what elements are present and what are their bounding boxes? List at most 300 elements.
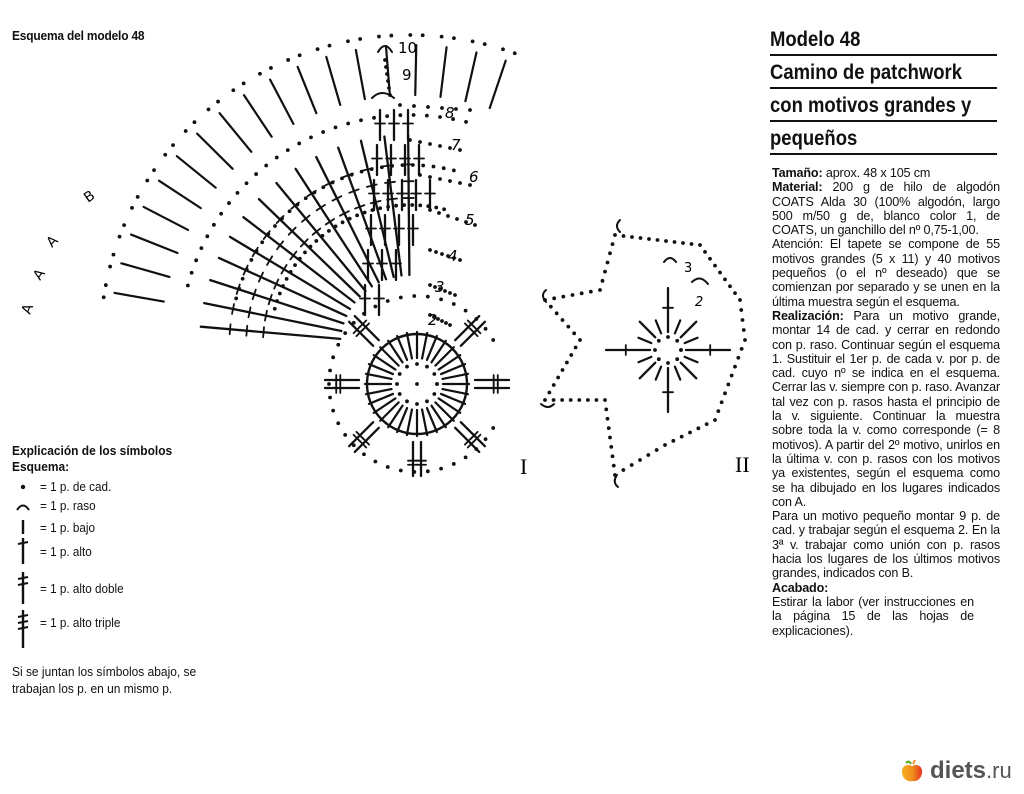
motif-label-small: II — [735, 452, 750, 477]
chain-dot — [740, 347, 744, 351]
stitch-post — [638, 338, 651, 343]
realization-value: Para un motivo grande, montar 14 de cad. y cerrar en redondo con p. raso. Continuar según el esquema 1. Sustituir el 1er p. de cada v. por p. de cad. cuyo nº se indica en el esquema. Cerrar las v. siempre con p. raso. Avanzar tal vez con p. rasos hasta el principio de la v. siguiente. Continuar la muestra sobre toda la v. como corresponde (= 8 motivos). A partir del 2º motivo, unirlos en la última v. con p. rasos con los motivos ya existentes, según el esquema como se ha dibujado en los lugares indicados con A. — [772, 308, 1000, 509]
chain-dot — [718, 271, 722, 275]
chain-dot — [440, 319, 444, 323]
chain-dot — [343, 331, 347, 335]
chain-dot — [122, 223, 126, 227]
chain-dot — [598, 288, 602, 292]
chain-dot — [426, 204, 430, 208]
chain-dot — [171, 143, 175, 147]
chain-dot — [316, 47, 320, 51]
chain-dot — [432, 165, 436, 169]
stitch-post — [380, 402, 398, 420]
chain-dot — [547, 391, 551, 395]
small-row-number-2: 2 — [695, 295, 704, 310]
chain-dot — [713, 264, 717, 268]
chain-dot — [569, 353, 573, 357]
chain-dot — [464, 455, 468, 459]
chain-dot — [331, 181, 335, 185]
legend-title: Explicación de los símbolos — [12, 443, 173, 458]
stitch-post — [177, 156, 216, 187]
chain-dot — [484, 437, 488, 441]
row-number-4: 4 — [448, 247, 458, 265]
chain-dot — [331, 409, 335, 413]
stitch-post — [366, 389, 392, 394]
chain-dot — [389, 34, 393, 38]
small-row-number-3: 3 — [684, 261, 693, 276]
chain-dot — [664, 239, 668, 243]
stitch-post — [675, 367, 680, 380]
stitch-post — [440, 47, 446, 97]
chain-dot — [399, 296, 403, 300]
chain-dot — [716, 409, 720, 413]
chain-dot — [398, 372, 402, 376]
chain-dot — [574, 346, 578, 350]
chain-dot — [428, 248, 432, 252]
chain-dot — [723, 277, 727, 281]
chain-dot — [405, 365, 409, 369]
attention-paragraph: Atención: El tapete se compone de 55 motivos grandes (5 x 11) y 40 motivos pequeños (o el nº deseado) que se comienzan por separado y se unen en la última muestra según el esquema. — [772, 237, 1000, 309]
chain-dot — [696, 426, 700, 430]
chain-dot — [286, 58, 290, 62]
article-title-line: con motivos grandes y — [770, 91, 997, 122]
size-paragraph — [772, 166, 1000, 180]
stitch-bar — [263, 327, 264, 337]
stitch-post — [244, 95, 272, 137]
chain-dot — [442, 166, 446, 170]
chain-dot — [491, 338, 495, 342]
chain-dot — [561, 295, 565, 299]
chain-dot — [152, 168, 156, 172]
chain-dot — [442, 207, 446, 211]
chain-dot — [421, 33, 425, 37]
row-number-8: 8 — [445, 104, 455, 122]
chain-dot — [560, 398, 564, 402]
chain-dot — [440, 106, 444, 110]
article-title-line: Camino de patchwork — [770, 58, 997, 89]
chain-dot — [688, 431, 692, 435]
chain-dot — [703, 250, 707, 254]
chain-dot — [452, 302, 456, 306]
stitch-bar — [265, 311, 267, 321]
article-header — [770, 25, 1000, 157]
chain-dot — [448, 179, 452, 183]
chain-dot — [405, 399, 409, 403]
chain-dot — [363, 211, 367, 215]
chain-dot — [304, 196, 308, 200]
chain-dot — [255, 249, 259, 253]
row-number-6: 6 — [469, 168, 479, 186]
chain-dot — [552, 383, 556, 387]
double-crochet-icon — [12, 537, 34, 565]
chain-dot — [448, 291, 452, 295]
chain-dot — [428, 283, 432, 287]
chain-dot — [452, 169, 456, 173]
chain-dot — [412, 104, 416, 108]
chain-dot — [656, 238, 660, 242]
chain-dot — [372, 116, 376, 120]
chain-dot — [199, 246, 203, 250]
chain-dot — [604, 407, 608, 411]
chain-dot — [362, 452, 366, 456]
single-crochet-icon — [12, 518, 34, 536]
chain-dot — [312, 191, 316, 195]
chain-dot — [484, 327, 488, 331]
slip-stitch-arc — [617, 220, 620, 232]
chain-dot — [245, 181, 249, 185]
watermark-brand: diets — [930, 757, 987, 784]
chain-dot — [112, 253, 116, 257]
chain-dot — [289, 270, 293, 274]
legend-item-treble-crochet — [12, 571, 133, 605]
chain-dot — [561, 368, 565, 372]
chain-dot — [657, 339, 661, 343]
watermark[interactable] — [900, 757, 1012, 785]
chain-dot — [425, 365, 429, 369]
chain-dot — [415, 402, 419, 406]
chain-dot — [386, 205, 390, 209]
chain-dot — [293, 263, 297, 267]
chain-dot — [321, 185, 325, 189]
chain-dot — [380, 165, 384, 169]
chain-dot — [639, 236, 643, 240]
chain-dot — [327, 382, 331, 386]
legend-item-chain — [12, 479, 119, 494]
chain-dot — [681, 241, 685, 245]
symbol-legend — [12, 443, 262, 630]
stitch-post — [220, 113, 252, 152]
chain-dot — [675, 339, 679, 343]
chain-dot — [698, 243, 702, 247]
chain-dot — [395, 382, 399, 386]
chain-dot — [586, 398, 590, 402]
chain-dot — [408, 138, 412, 142]
stitch-post — [115, 293, 164, 302]
chain-dot — [621, 468, 625, 472]
join-marker-b: B — [81, 187, 99, 207]
chain-dot — [321, 130, 325, 134]
motif-label-large: I — [520, 454, 528, 479]
chain-dot — [577, 398, 581, 402]
chain-dot — [434, 250, 438, 254]
chain-dot — [454, 107, 458, 111]
chain-dot — [328, 44, 332, 48]
chain-dot — [673, 240, 677, 244]
chain-dot — [410, 203, 414, 207]
stitch-bar — [232, 304, 234, 314]
legend-item-single-crochet — [12, 518, 101, 536]
chain-dot — [713, 418, 717, 422]
chain-dot — [552, 296, 556, 300]
chain-dot — [193, 120, 197, 124]
chain-dot — [401, 163, 405, 167]
chain-dot — [425, 114, 429, 118]
chain-dot — [387, 86, 391, 90]
chain-dot — [439, 467, 443, 471]
chain-dot — [321, 234, 325, 238]
chain-dot — [736, 356, 740, 360]
chain-dot — [281, 284, 285, 288]
chain-dot — [346, 39, 350, 43]
stitch-post — [435, 402, 453, 420]
chain-dot — [303, 251, 307, 255]
stitch-bar — [230, 324, 231, 334]
stitch-post — [435, 347, 453, 365]
finish-paragraph: Estirar la labor (ver instrucciones en la página 15 de las hojas de explicaciones). — [772, 594, 974, 638]
apple-logo-icon — [900, 759, 924, 783]
chain-dot — [491, 426, 495, 430]
chain-dot — [690, 242, 694, 246]
chain-dot — [569, 398, 573, 402]
schema-title: Esquema del modelo 48 — [12, 28, 145, 43]
crochet-diagram — [0, 0, 770, 500]
size-value: aprox. 48 x 105 cm — [822, 166, 931, 180]
chain-dot — [446, 214, 450, 218]
chain-dot — [384, 65, 388, 69]
chain-dot — [646, 453, 650, 457]
chain-dot — [212, 223, 216, 227]
chain-dot — [453, 293, 457, 297]
stitch-post — [656, 367, 661, 380]
chain-dot — [285, 277, 289, 281]
chain-dot — [680, 435, 684, 439]
chain-dot — [269, 66, 273, 70]
chain-dot — [426, 105, 430, 109]
chain-dot — [720, 400, 724, 404]
chain-dot — [455, 217, 459, 221]
chain-dot — [377, 35, 381, 39]
chain-dot — [552, 398, 556, 402]
chain-dot — [236, 191, 240, 195]
stitch-post — [408, 135, 409, 275]
chain-dot — [418, 140, 422, 144]
chain-dot — [425, 399, 429, 403]
chain-dot — [738, 298, 742, 302]
chain-dot — [245, 267, 249, 271]
join-marker-a: A — [30, 266, 49, 284]
slip-stitch-arc — [692, 278, 708, 284]
chain-dot — [386, 79, 390, 83]
chain-dot — [398, 392, 402, 396]
material-value: 200 g de hilo de algodón COATS Alda 30 (100% algodón, largo 500 m/50 g de, blanco color 1, de COATS, un ganchillo del nº 0,75-1,00. — [772, 180, 1000, 238]
chain-dot — [556, 376, 560, 380]
chain-dot — [412, 294, 416, 298]
chain-dot — [742, 328, 746, 332]
chain-dot — [358, 37, 362, 41]
stitch-bar — [367, 185, 377, 187]
chain-dot — [438, 144, 442, 148]
article-title-line: Modelo 48 — [770, 25, 997, 56]
stitch-post — [656, 320, 661, 333]
chain-dot — [432, 392, 436, 396]
chain-dot — [207, 108, 211, 112]
chain-dot — [739, 308, 743, 312]
treble-crochet-icon — [12, 571, 34, 605]
chain-dot — [630, 463, 634, 467]
stitch-post — [276, 183, 365, 291]
stitch-post — [685, 357, 698, 362]
chain-dot — [264, 164, 268, 168]
chain-dot — [565, 361, 569, 365]
chain-dot — [297, 142, 301, 146]
chain-dot — [194, 258, 198, 262]
chain-dot — [334, 126, 338, 130]
chain-dot — [327, 229, 331, 233]
slip-stitch-arc — [664, 258, 676, 262]
chain-dot — [373, 460, 377, 464]
chain-dot-icon — [12, 482, 34, 492]
slip-stitch-arc — [378, 46, 392, 52]
chain-dot — [603, 398, 607, 402]
chain-dot — [603, 270, 607, 274]
watermark-text — [930, 757, 1012, 785]
chain-dot — [666, 335, 670, 339]
chain-dot — [426, 295, 430, 299]
chain-dot — [647, 237, 651, 241]
finish-label: Acabado: — [772, 580, 829, 595]
slip-stitch-arc — [615, 475, 618, 487]
chain-dot — [360, 170, 364, 174]
chain-dot — [439, 297, 443, 301]
chain-dot — [679, 348, 683, 352]
chain-dot — [385, 72, 389, 76]
material-paragraph — [772, 180, 1000, 237]
stitch-post — [201, 327, 340, 339]
realization-paragraph — [772, 309, 1000, 509]
chain-dot — [608, 251, 612, 255]
chain-dot — [448, 323, 452, 327]
chain-dot — [418, 203, 422, 207]
chain-dot — [130, 206, 134, 210]
chain-dot — [452, 36, 456, 40]
chain-dot — [571, 293, 575, 297]
chain-dot — [549, 305, 553, 309]
chain-dot — [415, 362, 419, 366]
legend-label: = 1 p. de cad. — [40, 479, 112, 494]
small-motif-diagram — [541, 220, 747, 487]
chain-dot — [328, 396, 332, 400]
chain-dot — [273, 224, 277, 228]
stitch-bar — [248, 307, 250, 317]
stitch-post — [681, 322, 697, 338]
chain-dot — [163, 153, 167, 157]
stitch-post — [298, 67, 317, 113]
chain-dot — [234, 297, 238, 301]
chain-dot — [444, 321, 448, 325]
chain-dot — [458, 258, 462, 262]
chain-dot — [340, 176, 344, 180]
fan-section — [102, 33, 517, 339]
chain-dot — [464, 309, 468, 313]
chain-dot — [231, 88, 235, 92]
stitch-post — [326, 57, 340, 105]
chain-dot — [104, 283, 108, 287]
stitch-bar — [246, 326, 247, 336]
chain-dot — [241, 277, 245, 281]
chain-dot — [399, 469, 403, 473]
stitch-post — [640, 322, 656, 338]
stitch-post — [681, 363, 697, 379]
chain-dot — [435, 382, 439, 386]
chain-dot — [708, 257, 712, 261]
chain-dot — [254, 172, 258, 176]
chain-dot — [314, 239, 318, 243]
chain-dot — [613, 233, 617, 237]
row-number-3: 3 — [435, 278, 445, 296]
chain-dot — [205, 234, 209, 238]
stitch-post — [490, 61, 506, 108]
small-motif-paragraph: Para un motivo pequeño montar 9 p. de cad. y trabajar según el esquema 2. En la 3ª v. trabajar como unión con p. rasos hacia los lugares de los últimos motivos grandes, indicados con B. — [772, 509, 1000, 581]
chain-dot — [108, 265, 112, 269]
join-marker-a: A — [43, 232, 62, 251]
chain-dot — [622, 234, 626, 238]
legend-item-double-crochet — [12, 537, 97, 565]
chain-dot — [343, 433, 347, 437]
chain-dot — [398, 103, 402, 107]
chain-dot — [458, 181, 462, 185]
stitch-post — [366, 374, 392, 379]
chain-dot — [723, 391, 727, 395]
chain-dot — [278, 292, 282, 296]
chain-dot — [655, 448, 659, 452]
chain-dot — [260, 240, 264, 244]
legend-subtitle: Esquema: — [12, 459, 70, 474]
chain-dot — [373, 305, 377, 309]
chain-dot — [219, 212, 223, 216]
chain-dot — [328, 369, 332, 373]
chain-dot — [388, 93, 392, 97]
chain-dot — [611, 242, 615, 246]
chain-dot — [336, 343, 340, 347]
legend-label: = 1 p. alto — [40, 543, 92, 559]
chain-dot — [386, 299, 390, 303]
material-label: Material: — [772, 180, 823, 195]
chain-dot — [216, 100, 220, 104]
chain-dot — [728, 284, 732, 288]
chain-dot — [638, 458, 642, 462]
row-number-2: 2 — [428, 311, 438, 329]
chain-dot — [383, 58, 387, 62]
chain-dot — [415, 382, 419, 386]
chain-dot — [437, 211, 441, 215]
stitch-post — [407, 410, 412, 436]
chain-dot — [607, 426, 611, 430]
chain-dot — [452, 462, 456, 466]
chain-dot — [578, 338, 582, 342]
chain-dot — [370, 208, 374, 212]
chain-dot — [408, 33, 412, 37]
stitch-post — [443, 374, 469, 379]
chain-dot — [359, 118, 363, 122]
chain-dot — [184, 129, 188, 133]
chain-dot — [227, 201, 231, 205]
chain-dot — [266, 232, 270, 236]
triple-treble-icon — [12, 609, 34, 649]
chain-dot — [428, 175, 432, 179]
stitch-post — [131, 235, 177, 253]
legend-label: = 1 p. bajo — [40, 519, 95, 535]
chain-dot — [309, 136, 313, 140]
chain-dot — [275, 156, 279, 160]
chain-dot — [572, 331, 576, 335]
chain-dot — [346, 122, 350, 126]
stitch-post — [422, 333, 427, 359]
chain-dot — [666, 361, 670, 365]
chain-dot — [428, 142, 432, 146]
watermark-tld: .ru — [986, 758, 1012, 783]
stitch-post — [443, 389, 469, 394]
chain-dot — [743, 338, 747, 342]
